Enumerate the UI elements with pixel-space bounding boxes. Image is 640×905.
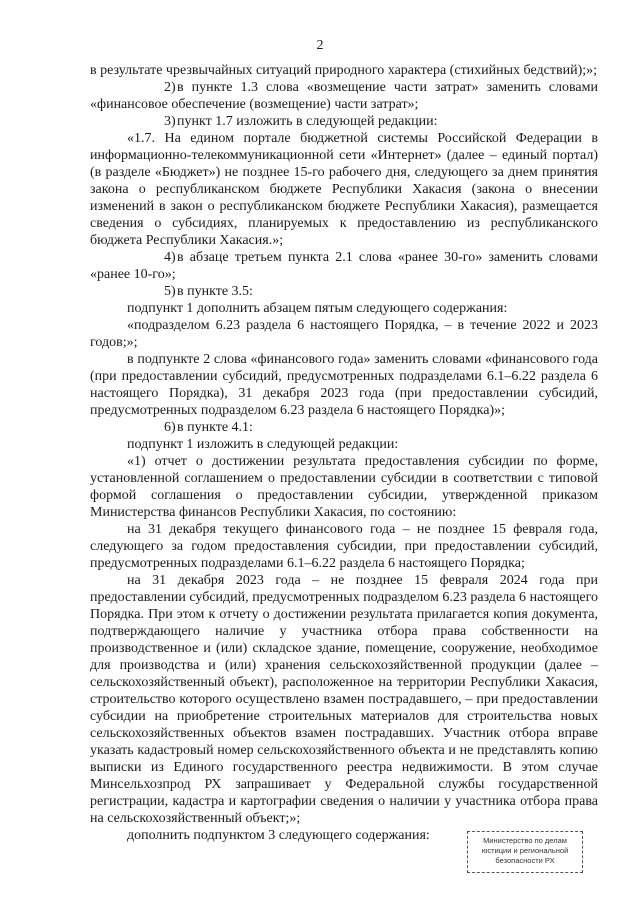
document-body [90,62,598,844]
item-text: пункт 1.7 изложить в следующей редакции: [177,114,438,129]
item-number: 5) [164,284,176,299]
stamp-line: Министерство по делам [483,836,567,845]
list-item [90,113,598,130]
paragraph: в подпункте 2 слова «финансового года» заменить словами «финансового года (при предоставлении субсидий, предусмотренных подразделами 6.1–6.22 раздела 6 настоящего Порядка), 31 декабря 2023 года (при предоставлении субсидий, предусмотренных подразделом 6.23 раздела 6 настоящего Порядка)»; [90,352,598,418]
item-text: в абзаце третьем пункта 2.1 слова «ранее 30-го» заменить словами «ранее 10-го»; [90,250,598,282]
paragraph: «подразделом 6.23 раздела 6 настоящего Порядка, – в течение 2022 и 2023 годов;»; [90,318,598,350]
list-item [90,283,598,300]
list-item [90,419,598,436]
paragraph: на 31 декабря 2023 года – не позднее 15 февраля 2024 года при предоставлении субсидий, предусмотренных подразделом 6.23 раздела 6 настоящего Порядка. При этом к отчету о достижении результата прилагается копия документа, подтверждающего наличие у участника отбора права собственности на производственное и (или) складское здание, помещение, сооружение, необходимое для производства и (или) хранения сельскохозяйственной продукции (далее – сельскохозяйственный объект), расположенное на территории Республики Хакасия, строительство которого осуществлено взамен пострадавшего, – при предоставлении субсидии на приобретение строительных материалов для строительства новых сельскохозяйственных объектов взамен пострадавших. Участник отбора вправе указать кадастровый номер сельскохозяйственного объекта и не представлять копию выписки из Единого государственного реестра недвижимости. В этом случае Минсельхозпрод РХ запрашивает у Федеральной службы государственной регистрации, кадастра и картографии сведения о наличии у участника отбора права на сельскохозяйственный объект;»; [90,573,598,826]
registration-stamp [467,831,583,873]
paragraph: в результате чрезвычайных ситуаций природного характера (стихийных бедствий);»; [90,63,598,78]
paragraph: дополнить подпунктом 3 следующего содержания: [127,828,430,843]
item-text: в пункте 3.5: [177,284,253,299]
item-text: в пункте 4.1: [177,420,253,435]
item-number: 3) [164,114,176,129]
page-number: 2 [316,38,324,53]
item-text: в пункте 1.3 слова «возмещение части затрат» заменить словами «финансовое обеспечение (возмещение) части затрат»; [90,80,598,112]
stamp-line: юстиции и региональной [481,846,569,855]
item-number: 2) [164,80,176,95]
paragraph: «1) отчет о достижении результата предоставления субсидии по форме, установленной соглашением о предоставлении субсидии в соответствии с типовой формой соглашения о предоставлении субсидии, утвержденной приказом Министерства финансов Республики Хакасия, по состоянию: [90,454,598,520]
paragraph: подпункт 1 дополнить абзацем пятым следующего содержания: [127,301,508,316]
stamp-line: безопасности РХ [495,856,555,865]
list-item [90,79,598,113]
paragraph: «1.7. На едином портале бюджетной системы Российской Федерации в информационно-телекоммуникационной сети «Интернет» (далее – единый портал) (в разделе «Бюджет») не позднее 15-го рабочего дня, следующего за днем принятия закона о республиканском бюджете Республики Хакасия (закона о внесении изменений в закон о республиканском бюджете Республики Хакасия), размещается сведения о субсидиях, планируемых к предоставлению из республиканского бюджета Республики Хакасия.»; [90,131,598,248]
paragraph: подпункт 1 изложить в следующей редакции: [127,437,399,452]
item-number: 6) [164,420,176,435]
list-item [90,249,598,283]
item-number: 4) [164,250,176,265]
paragraph: на 31 декабря текущего финансового года – не позднее 15 февраля года, следующего за годом предоставления субсидии, при предоставлении субсидий, предусмотренных подразделами 6.1–6.22 раздела 6 настоящего Порядка; [90,522,598,571]
